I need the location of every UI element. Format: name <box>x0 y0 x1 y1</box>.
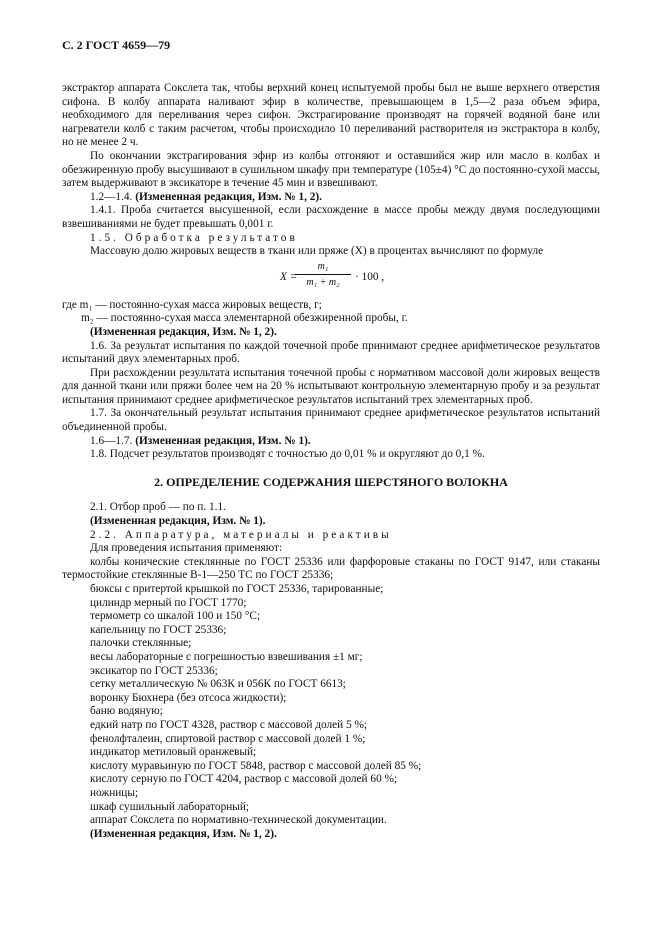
list-item: термометр со шкалой 100 и 150 °С; <box>90 610 261 623</box>
paragraph-extractor: экстрактор аппарата Сокслета так, чтобы верхний конец испытуемой пробы был не выше верхнего отверстия сифона. В колбу аппарата наливают эфир в количестве, превышающем в 1,5—2 раза объем эфира, необходимого для переливания через сифон. Экстрагирование производят на горячей водяной бане или нагреватели колб с таким расчетом, чтобы происходило 10 переливаний растворителя из экстрактора в колбу, но не менее 2 ч. <box>62 82 600 149</box>
list-item: эксикатор по ГОСТ 25336; <box>90 664 218 677</box>
page-header: С. 2 ГОСТ 4659—79 <box>62 38 171 52</box>
section-2-title: 2. ОПРЕДЕЛЕНИЕ СОДЕРЖАНИЯ ШЕРСТЯНОГО ВОЛОКНА <box>154 474 508 489</box>
amendment-1-2-1-4 <box>62 191 600 205</box>
paragraph-1-4-1: 1.4.1. Проба считается высушенной, если расхождение в массе пробы между двумя последующими взвешиваниями не будет превышать 0,001 г. <box>62 204 600 230</box>
list-item: бюксы с притертой крышкой по ГОСТ 25336, тарированные; <box>90 583 384 595</box>
amendment-1-6-1-7 <box>62 435 600 449</box>
amendment-note: (Измененная редакция, Изм. № 1, 2). <box>90 827 277 840</box>
list-item: индикатор метиловый оранжевый; <box>90 746 257 759</box>
list-item: баню водяную; <box>90 705 163 718</box>
list-item: сетку металлическую № 063К и 056К по ГОСТ 6613; <box>90 678 346 691</box>
list-item: воронку Бюхнера (без отсоса жидкости); <box>90 691 287 704</box>
formula-tail: · 100 , <box>355 270 385 283</box>
list-item: палочки стеклянные; <box>90 637 192 650</box>
paragraph-2-1: 2.1. Отбор проб — по п. 1.1. <box>90 501 226 514</box>
paragraph-1-8: 1.8. Подсчет результатов производят с точностью до 0,01 % и округляют до 0,1 %. <box>90 448 485 461</box>
list-item: цилиндр мерный по ГОСТ 1770; <box>90 596 247 609</box>
paragraph-1-6-deviation: При расхождении результата испытания точечной пробы с нормативом массовой доли жировых веществ для данной ткани или пряжи более чем на 20 % испытывают контрольную элементарную пробу и за результат испытания принимают среднее арифметическое результатов испытаний трех элементарных проб. <box>62 366 600 406</box>
formula-denominator: m₁ + m₂ <box>306 276 340 288</box>
list-item: фенолфталеин, спиртовой раствор с массовой долей 1 %; <box>90 732 366 745</box>
formula <box>62 259 600 299</box>
list-item: кислоту муравьиную по ГОСТ 5848, раствор с массовой долей 85 %; <box>90 759 422 772</box>
formula-numerator: m₁ <box>295 261 351 275</box>
formula-fraction <box>295 261 351 289</box>
paragraph-1-7: 1.7. За окончательный результат испытания принимают среднее арифметическое результатов испытаний объединенной пробы. <box>62 407 600 434</box>
list-item: весы лабораторные с погрешностью взвешивания ±1 мг; <box>90 650 363 663</box>
paragraph-1-6: 1.6. За результат испытания по каждой точечной пробе принимают среднее арифметическое результатов испытаний двух элементарных проб. <box>62 339 600 366</box>
section-ref: 1.6—1.7. <box>90 434 133 447</box>
list-item: едкий натр по ГОСТ 4328, раствор с массовой долей 5 %; <box>90 718 368 731</box>
list-item: шкаф сушильный лабораторный; <box>90 800 250 813</box>
list-item: кислоту серную по ГОСТ 4204, раствор с массовой долей 60 %; <box>90 773 398 786</box>
list-item: капельницу по ГОСТ 25336; <box>90 623 227 636</box>
amendment-note: (Измененная редакция, Изм. № 1). <box>90 515 266 528</box>
amendment-note: (Измененная редакция, Изм. № 1). <box>135 434 311 447</box>
paragraph-extraction-end: По окончании экстрагирования эфир из колбы отгоняют и оставшийся жир или масло в колбах и обезжиренную пробу высушивают в сушильном шкафу при температуре (105±4) °С до постоянно-сухой массы, затем выдерживают в эксикаторе в течение 45 мин и взвешивают. <box>62 149 600 190</box>
list-item: аппарат Сокслета по нормативно-технической документации. <box>90 814 387 827</box>
formula-lhs: X = <box>280 270 298 283</box>
where-line-1: где m₁ — постоянно-сухая масса жировых веществ, г; <box>62 298 322 311</box>
where-line-2: m₂ — постоянно-сухая масса элементарной обезжиренной пробы, г. <box>81 312 408 325</box>
apparatus-intro: Для проведения испытания применяют: <box>90 542 283 555</box>
heading-2-2: 2.2. Аппаратура, материалы и реактивы <box>90 528 392 541</box>
amendment-note: (Измененная редакция, Изм. № 1, 2). <box>90 325 277 338</box>
list-item: колбы конические стеклянные по ГОСТ 25336 или фарфоровые стаканы по ГОСТ 9147, или стаканы термостойкие стеклянные В-1—250 ТС по ГОСТ 25336; <box>62 555 600 582</box>
document-body <box>62 82 600 841</box>
heading-1-5: 1.5. Обработка результатов <box>90 231 298 244</box>
section-ref: 1.2—1.4. <box>90 190 133 203</box>
list-item: ножницы; <box>90 786 139 799</box>
amendment-note: (Измененная редакция, Изм. № 1, 2). <box>135 190 322 203</box>
paragraph-1-5: Массовую долю жировых веществ в ткани или пряже (X) в процентах вычисляют по формуле <box>90 245 544 258</box>
